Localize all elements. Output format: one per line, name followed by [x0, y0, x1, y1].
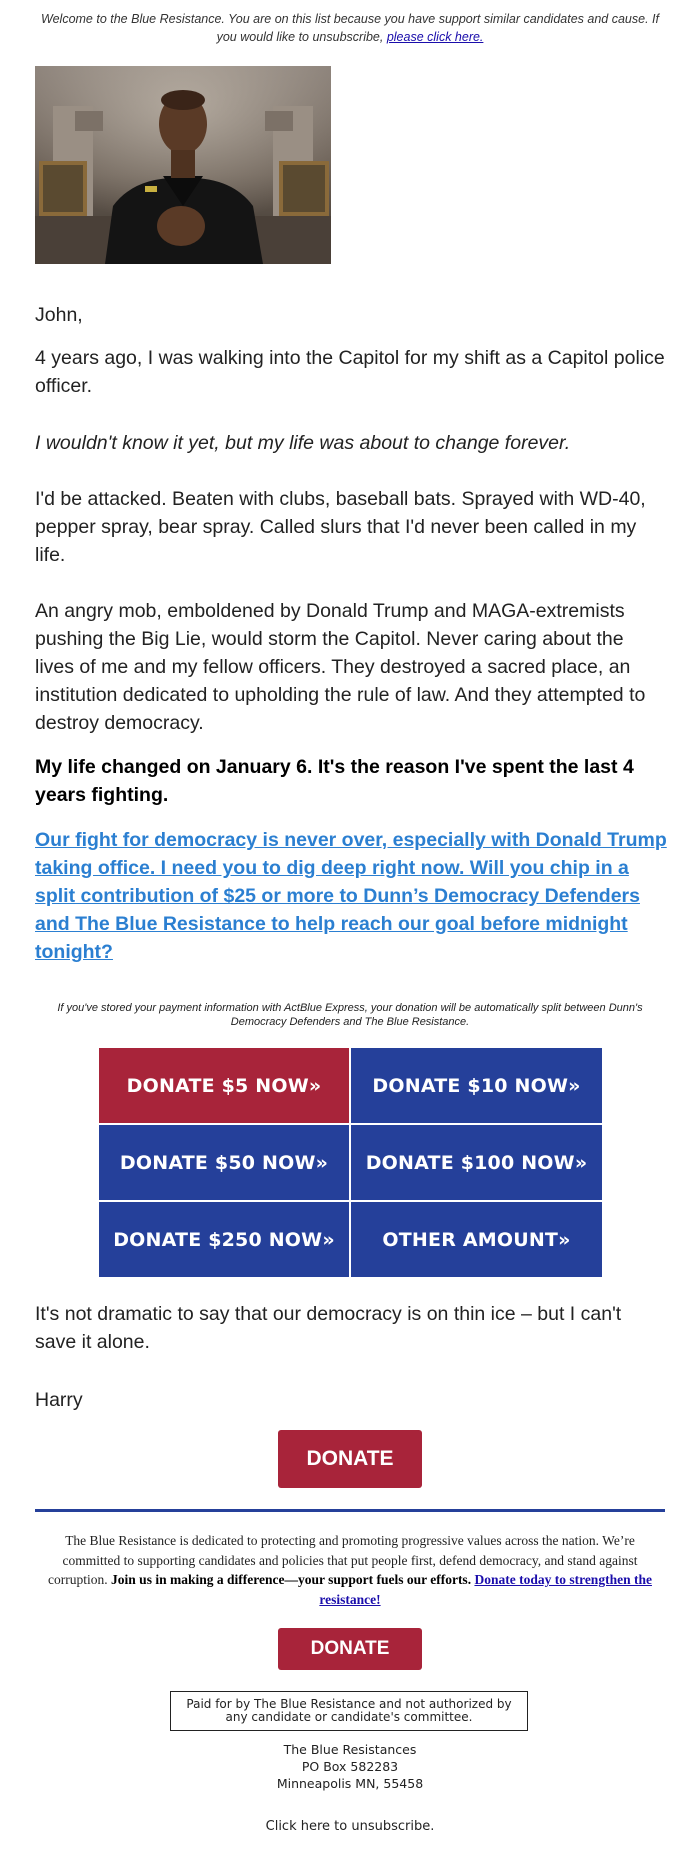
preheader-text: Welcome to the Blue Resistance. You are on this list because you have support similar candidates and cause. If you would like to unsubscribe,	[41, 12, 659, 44]
mission-text: The Blue Resistance is dedicated to protecting and promoting progressive values across the nation. We’re committed to supporting candidates and policies that put people first, defend democracy, and stand against corruption.	[48, 1533, 638, 1587]
donate-100-button[interactable]: DONATE $100 NOW»	[351, 1125, 602, 1200]
hero-photo	[35, 66, 331, 264]
paid-for-disclaimer: Paid for by The Blue Resistance and not authorized by any candidate or candidate's committee.	[170, 1691, 528, 1731]
donate-button-main[interactable]: DONATE	[278, 1430, 422, 1488]
donate-button-footer[interactable]: DONATE	[278, 1628, 422, 1670]
paragraph-6: It's not dramatic to say that our democracy is on thin ice – but I can't save it alone.	[35, 1303, 622, 1353]
greeting: John,	[35, 304, 83, 326]
address-line: The Blue Resistances	[283, 1742, 417, 1757]
cta-link[interactable]: Our fight for democracy is never over, especially with Donald Trump taking office. I need you to dig deep right now. Will you chip in a split contribution of $25 or more to Dunn’s Democracy Defenders and The Blue Resistance to help reach our goal before midnight tonight?	[35, 829, 667, 963]
paragraph-2: I wouldn't know it yet, but my life was about to change forever.	[35, 432, 571, 454]
donate-10-button[interactable]: DONATE $10 NOW»	[351, 1048, 602, 1123]
other-amount-button[interactable]: OTHER AMOUNT»	[351, 1202, 602, 1277]
mission-bold: Join us in making a difference—your support fuels our efforts.	[111, 1572, 475, 1587]
address-line: Minneapolis MN, 55458	[276, 1776, 424, 1791]
paragraph-3: I'd be attacked. Beaten with clubs, baseball bats. Sprayed with WD-40, pepper spray, bear spray. Called slurs that I'd never been called in my life.	[35, 488, 646, 566]
split-note: If you've stored your payment information with ActBlue Express, your donation will be automatically split between Dunn's Democracy Defenders and The Blue Resistance.	[57, 1002, 643, 1028]
officer-photo-icon	[35, 66, 331, 264]
divider	[35, 1509, 665, 1512]
signoff: Harry	[35, 1389, 83, 1411]
donate-250-button[interactable]: DONATE $250 NOW»	[99, 1202, 349, 1277]
paragraph-1: 4 years ago, I was walking into the Capitol for my shift as a Capitol police officer.	[35, 347, 665, 397]
preheader	[40, 10, 660, 46]
donate-grid	[99, 1048, 602, 1277]
paragraph-5: My life changed on January 6. It's the reason I've spent the last 4 years fighting.	[35, 756, 634, 806]
unsubscribe-link-top[interactable]: please click here.	[386, 30, 484, 44]
cta-paragraph	[35, 826, 670, 966]
mission-donate-link[interactable]: Donate today to strengthen the resistance!	[319, 1572, 652, 1607]
unsubscribe-link-bottom[interactable]: Click here to unsubscribe.	[265, 1819, 435, 1834]
footer-mission	[35, 1531, 665, 1609]
paragraph-4: An angry mob, emboldened by Donald Trump and MAGA-extremists pushing the Big Lie, would storm the Capitol. Never caring about the lives of me and my fellow officers. They destroyed a sacred place, an institution dedicated to upholding the rule of law. And they attempted to destroy democracy.	[35, 600, 646, 734]
address-line: PO Box 582283	[301, 1759, 399, 1774]
donate-5-button[interactable]: DONATE $5 NOW»	[99, 1048, 349, 1123]
donate-50-button[interactable]: DONATE $50 NOW»	[99, 1125, 349, 1200]
mailing-address	[150, 1741, 550, 1792]
